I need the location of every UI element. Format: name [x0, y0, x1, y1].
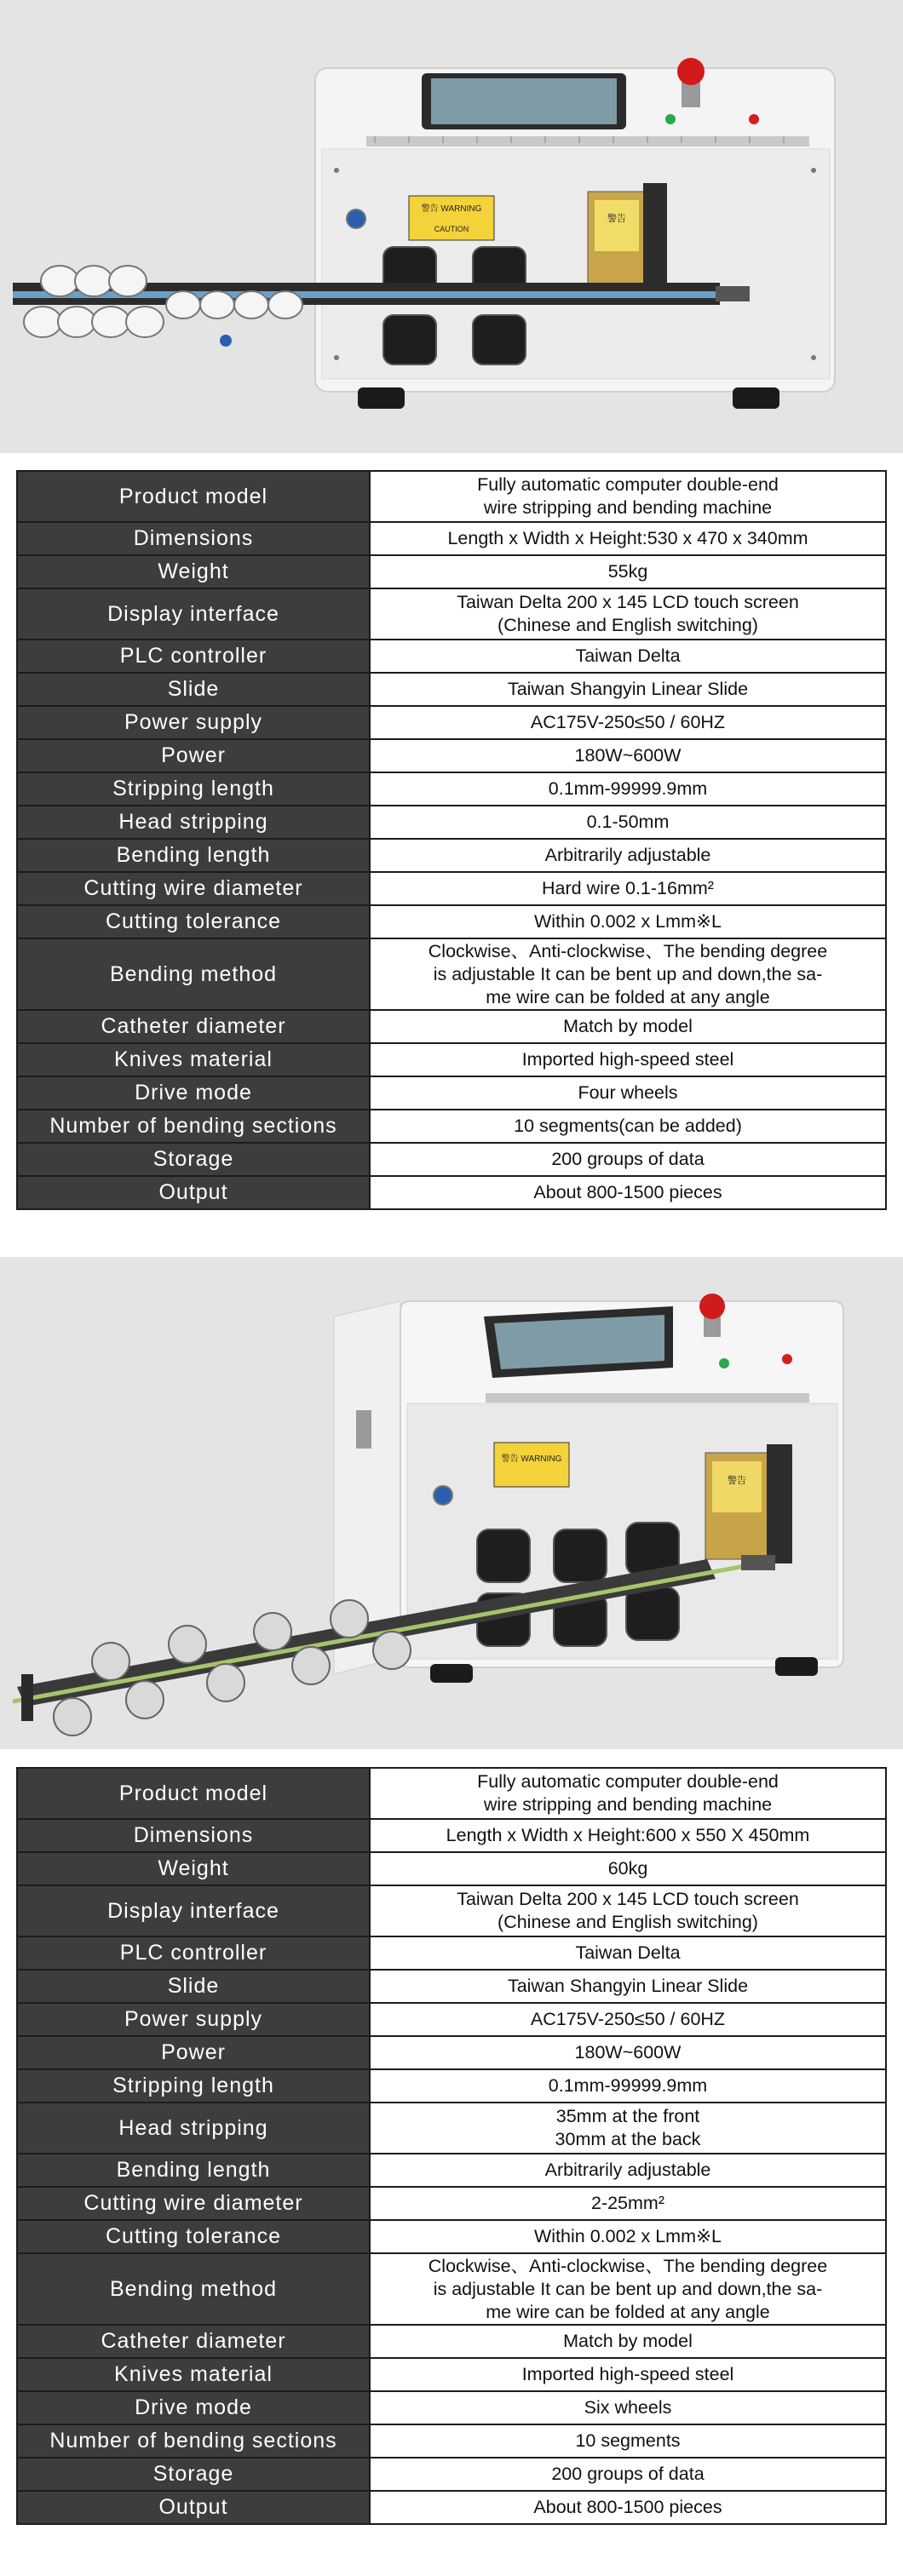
table-row	[17, 1970, 886, 2003]
table-row	[17, 2358, 886, 2391]
side-label-text: 警告	[728, 1476, 746, 1486]
spec-value-text: 200 groups of data	[551, 1149, 705, 1169]
spec-label: Power	[17, 2036, 370, 2069]
table-row	[17, 1819, 886, 1852]
spec-value	[370, 2253, 886, 2325]
table-row	[17, 1852, 886, 1885]
spec-value	[370, 1143, 886, 1176]
spec-value	[370, 1885, 886, 1936]
spec-value-text: AC175V-250≤50 / 60HZ	[530, 2009, 726, 2029]
table-row	[17, 2069, 886, 2103]
spec-value-text: Length x Width x Height:530 x 470 x 340mm	[447, 528, 808, 548]
spec-value-text: Imported high-speed steel	[521, 1049, 734, 1070]
spec-value-text: Within 0.002 x Lmm※L	[534, 911, 722, 932]
spec-value	[370, 640, 886, 673]
spec-label: Catheter diameter	[17, 1010, 370, 1043]
spec-value-text: 60kg	[607, 1858, 648, 1879]
warning-label-text: 警告 WARNING	[421, 204, 482, 214]
spec-value-text: Taiwan Shangyin Linear Slide	[507, 679, 749, 699]
table-row	[17, 1936, 886, 1970]
spec-table-2	[16, 1767, 887, 2525]
spec-label: Bending length	[17, 839, 370, 872]
spec-value	[370, 2036, 886, 2069]
spec-label: Storage	[17, 2458, 370, 2491]
spec-label: Head stripping	[17, 2103, 370, 2154]
spec-label: Stripping length	[17, 2069, 370, 2103]
emergency-stop-icon	[677, 58, 705, 85]
table-row	[17, 1110, 886, 1143]
side-label-text: 警告	[607, 214, 626, 224]
spec-label: Output	[17, 2491, 370, 2524]
spec-label: Number of bending sections	[17, 1110, 370, 1143]
table-row	[17, 839, 886, 872]
spec-label: Cutting tolerance	[17, 905, 370, 938]
table-row	[17, 673, 886, 706]
spec-label: Number of bending sections	[17, 2424, 370, 2458]
spec-value	[370, 1010, 886, 1043]
spec-label: Display interface	[17, 1885, 370, 1936]
spec-value-text: 180W~600W	[574, 745, 682, 766]
table-row	[17, 2253, 886, 2325]
spec-value-text: About 800-1500 pieces	[533, 1182, 722, 1202]
spec-value	[370, 706, 886, 739]
spec-value-text: Four wheels	[578, 1082, 678, 1103]
spec-label: Product model	[17, 1768, 370, 1819]
spec-value-text: Clockwise、Anti-clockwise、The bending degree is adjustable It can be bent up and down,the sa- me wire can be folded at any angle	[428, 940, 828, 1007]
spec-value-text: 35mm at the front 30mm at the back	[555, 2106, 701, 2149]
spec-value	[370, 1176, 886, 1209]
spec-value	[370, 2491, 886, 2524]
spec-value-text: Taiwan Delta	[575, 645, 681, 666]
spec-value	[370, 1768, 886, 1819]
machine-photo-2	[0, 1257, 903, 1749]
table-row	[17, 1043, 886, 1076]
spec-value-text: 10 segments(can be added)	[514, 1116, 742, 1136]
spec-value-text: AC175V-250≤50 / 60HZ	[530, 712, 726, 732]
spec-value-text: Imported high-speed steel	[521, 2364, 734, 2384]
spec-value	[370, 471, 886, 522]
table-row	[17, 1885, 886, 1936]
spec-value	[370, 1970, 886, 2003]
spec-label: Knives material	[17, 1043, 370, 1076]
table-row	[17, 872, 886, 905]
spec-value-text: Taiwan Shangyin Linear Slide	[507, 1976, 749, 1996]
spec-value-text: Match by model	[563, 1016, 693, 1036]
spec-label: Head stripping	[17, 806, 370, 839]
table-row	[17, 2424, 886, 2458]
spec-value	[370, 1819, 886, 1852]
spec-value-text: 2-25mm²	[590, 2193, 664, 2213]
spec-label: Power supply	[17, 706, 370, 739]
table-row	[17, 2154, 886, 2187]
spec-label: Cutting tolerance	[17, 2220, 370, 2253]
spec-label: PLC controller	[17, 1936, 370, 1970]
spec-label: Dimensions	[17, 522, 370, 555]
table-row	[17, 1143, 886, 1176]
table-row	[17, 2325, 886, 2358]
spec-value-text: 200 groups of data	[551, 2464, 705, 2484]
spec-value	[370, 1852, 886, 1885]
spec-value-text: 0.1-50mm	[586, 812, 670, 832]
spec-value-text: About 800-1500 pieces	[533, 2497, 722, 2517]
table-row	[17, 772, 886, 806]
spec-label: Cutting wire diameter	[17, 2187, 370, 2220]
spec-label: Bending method	[17, 938, 370, 1010]
machine-illustration-1	[0, 0, 903, 453]
spec-value	[370, 2325, 886, 2358]
spec-value	[370, 555, 886, 588]
spec-value-text: 10 segments	[575, 2430, 681, 2451]
spec-value	[370, 2069, 886, 2103]
table-row	[17, 2036, 886, 2069]
table-row	[17, 1768, 886, 1819]
spec-label: Dimensions	[17, 1819, 370, 1852]
table-row	[17, 588, 886, 640]
spec-label: Slide	[17, 1970, 370, 2003]
table-row	[17, 2391, 886, 2424]
table-row	[17, 706, 886, 739]
table-row	[17, 2187, 886, 2220]
spec-label: Catheter diameter	[17, 2325, 370, 2358]
spec-value	[370, 872, 886, 905]
warning-label	[494, 1443, 569, 1487]
spec-label: Display interface	[17, 588, 370, 640]
spec-value	[370, 2003, 886, 2036]
spec-value	[370, 522, 886, 555]
spec-table-1	[16, 470, 887, 1210]
table-row	[17, 905, 886, 938]
spec-value	[370, 2103, 886, 2154]
spec-value-text: Within 0.002 x Lmm※L	[534, 2226, 722, 2246]
table-row	[17, 2220, 886, 2253]
spec-label: Weight	[17, 555, 370, 588]
table-row	[17, 1076, 886, 1110]
spec-label: Stripping length	[17, 772, 370, 806]
spec-value	[370, 588, 886, 640]
spec-value-text: Hard wire 0.1-16mm²	[542, 878, 714, 898]
spec-value	[370, 1110, 886, 1143]
spec-value-text: Match by model	[563, 2331, 693, 2351]
spec-value-text: 55kg	[607, 561, 648, 582]
caution-label-text: CAUTION	[434, 225, 469, 233]
table-row	[17, 555, 886, 588]
table-row	[17, 1010, 886, 1043]
table-row	[17, 2003, 886, 2036]
table-row	[17, 806, 886, 839]
table-row	[17, 640, 886, 673]
spec-value	[370, 772, 886, 806]
machine-illustration-2	[0, 1257, 903, 1749]
spec-label: Output	[17, 1176, 370, 1209]
spec-label: Power	[17, 739, 370, 772]
spec-label: Drive mode	[17, 2391, 370, 2424]
spec-label: Cutting wire diameter	[17, 872, 370, 905]
table-row	[17, 938, 886, 1010]
table-row	[17, 1176, 886, 1209]
spec-value-text: 180W~600W	[574, 2042, 682, 2063]
spec-value-text: Six wheels	[584, 2397, 672, 2418]
spec-value	[370, 1043, 886, 1076]
spec-label: Storage	[17, 1143, 370, 1176]
table-row	[17, 2491, 886, 2524]
spec-value	[370, 2358, 886, 2391]
spec-value	[370, 673, 886, 706]
spec-value	[370, 2187, 886, 2220]
table-row	[17, 522, 886, 555]
spec-value-text: Fully automatic computer double-end wire stripping and bending machine	[477, 1771, 779, 1815]
warning-label	[409, 196, 494, 240]
spec-value-text: Taiwan Delta	[575, 1942, 681, 1963]
spec-label: PLC controller	[17, 640, 370, 673]
table-row	[17, 739, 886, 772]
machine-photo-1	[0, 0, 903, 453]
spec-value	[370, 839, 886, 872]
spec-label: Slide	[17, 673, 370, 706]
table-row	[17, 2458, 886, 2491]
spec-label: Bending method	[17, 2253, 370, 2325]
spec-value	[370, 2391, 886, 2424]
spec-label: Product model	[17, 471, 370, 522]
spec-label: Drive mode	[17, 1076, 370, 1110]
table-row	[17, 471, 886, 522]
spec-value	[370, 739, 886, 772]
emergency-stop-icon	[699, 1294, 725, 1319]
spec-value	[370, 2424, 886, 2458]
spec-value-text: Taiwan Delta 200 x 145 LCD touch screen (Chinese and English switching)	[457, 1889, 799, 1932]
spec-value-text: Length x Width x Height:600 x 550 X 450mm	[446, 1825, 810, 1845]
spec-value-text: Arbitrarily adjustable	[544, 2160, 711, 2180]
table-row	[17, 2103, 886, 2154]
spec-label: Power supply	[17, 2003, 370, 2036]
spec-value-text: 0.1mm-99999.9mm	[548, 2075, 708, 2096]
spec-value	[370, 2154, 886, 2187]
spec-label: Bending length	[17, 2154, 370, 2187]
spec-value-text: Arbitrarily adjustable	[544, 845, 711, 865]
spec-label: Knives material	[17, 2358, 370, 2391]
spec-label: Weight	[17, 1852, 370, 1885]
spec-value	[370, 2458, 886, 2491]
spec-value-text: 0.1mm-99999.9mm	[548, 778, 708, 799]
spec-value	[370, 905, 886, 938]
spec-value	[370, 1936, 886, 1970]
spec-value	[370, 1076, 886, 1110]
spec-value	[370, 938, 886, 1010]
spec-value-text: Clockwise、Anti-clockwise、The bending degree is adjustable It can be bent up and down,the sa- me wire can be folded at any angle	[428, 2255, 828, 2322]
spec-value	[370, 2220, 886, 2253]
spec-value	[370, 806, 886, 839]
spec-value-text: Fully automatic computer double-end wire stripping and bending machine	[477, 474, 779, 518]
spec-value-text: Taiwan Delta 200 x 145 LCD touch screen (Chinese and English switching)	[457, 592, 799, 635]
warning-label-text: 警告 WARNING	[501, 1454, 562, 1464]
